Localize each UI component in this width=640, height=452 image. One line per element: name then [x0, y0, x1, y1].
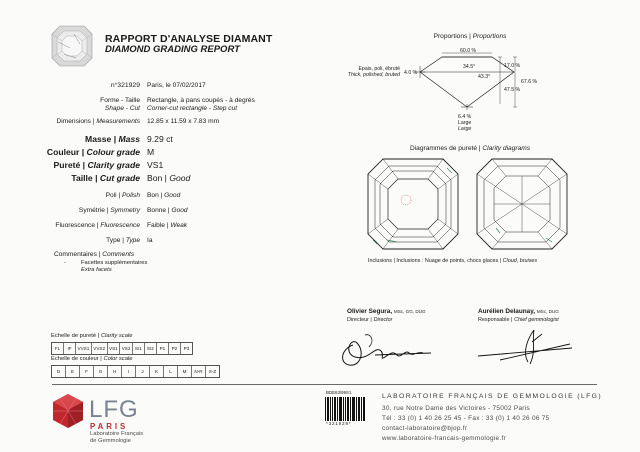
comments-bullet: - [64, 260, 66, 266]
clarity-diagram-pavilion [476, 158, 568, 250]
barcode-id: BDE63/99S1 [326, 390, 352, 395]
report-place-date: Paris, le 07/02/2017 [147, 82, 206, 89]
signature-2 [470, 324, 580, 368]
color-grade-d: D [52, 366, 66, 377]
color-grade-h: H [108, 366, 122, 377]
lfg-logo-subtitle: Laboratoire Français de Gemmologie [90, 431, 144, 444]
fluorescence-value: Faible | Weak [147, 222, 188, 229]
lfg-logo-city: PARIS [90, 422, 129, 431]
clarity-label: Pureté | Clarity grade [53, 160, 140, 170]
proportions-title: Proportions | Proportions [433, 33, 507, 40]
report-number: n°321929 [110, 82, 140, 89]
color-grade-s-z: S-Z [208, 369, 217, 374]
dimensions-label: Dimensions | Measurements [56, 118, 140, 125]
lab-website[interactable]: www.laboratoire-francais-gemmologie.fr [382, 435, 506, 442]
comments-label: Commentaires | Comments [54, 251, 135, 258]
lab-email[interactable]: contact-laboratoire@bjop.fr [382, 425, 468, 432]
signatory-2: Aurélien Delaunay, MSc, DUG Responsable | Chief gemmologist [478, 308, 559, 323]
colour-value: M [147, 147, 155, 157]
clarity-grade-if: IF [64, 343, 76, 354]
lfg-logo-icon [51, 393, 85, 429]
clarity-grade-vs2: VS2 [120, 343, 133, 354]
crown-height: 17.0 % [504, 63, 521, 69]
clarity-value: VS1 [147, 160, 164, 170]
clarity-scale-title: Echelle de pureté | Clarity scale [51, 333, 133, 339]
lfg-logo-text: LFG [89, 396, 139, 423]
fluorescence-label: Fluorescence | Fluorescence [55, 222, 140, 229]
lab-address: 30, rue Notre Dame des Victoires - 75002 Paris [382, 405, 530, 412]
color-scale-title: Echelle de couleur | Color scale [51, 356, 133, 362]
clarity-caption: Inclusions | Inclusions : Nuage de points, chocs glaces | Cloud, bruises [368, 258, 538, 264]
color-grade-j: J [136, 366, 150, 377]
signatory-1: Olivier Segura, MSc, GG, DUG Directeur | Director [347, 308, 426, 323]
type-label: Type | Type [106, 237, 140, 244]
pavilion-angle: 43.3° [478, 74, 491, 80]
clarity-diagrams-title: Diagrammes de pureté | Clarity diagrams [409, 145, 531, 152]
lab-name: LABORATOIRE FRANÇAIS DE GEMMOLOGIE (LFG) [382, 393, 603, 400]
symmetry-label: Symétrie | Symmetry [78, 207, 140, 214]
clarity-grade-si2: SI2 [145, 343, 157, 354]
color-grade-l: L [164, 366, 178, 377]
colour-label: Couleur | Colour grade [46, 147, 140, 157]
proportions-diagram [340, 42, 555, 137]
report-title-fr: RAPPORT D'ANALYSE DIAMANT [105, 33, 273, 45]
clarity-grade-p3: P3 [183, 346, 190, 351]
culet-description: 6.4 % Large Large [458, 114, 472, 133]
clarity-grade-p2: P2 [169, 343, 181, 354]
footer-divider [52, 384, 597, 385]
girdle-description: Epais, poli, ébruté Thick, polished, bruted [347, 66, 400, 78]
clarity-diagram-crown [367, 158, 459, 250]
barcode-number: *321929* [326, 421, 352, 426]
total-depth: 67.6 % [521, 79, 538, 85]
symmetry-value: Bonne | Good [147, 207, 188, 214]
signature-1 [335, 325, 435, 373]
type-value: Ia [147, 237, 153, 244]
barcode [325, 397, 365, 421]
dimensions-value: 12.85 x 11.59 x 7.83 mm [147, 118, 220, 125]
clarity-grade-si1: SI1 [133, 343, 145, 354]
mass-value: 9.29 ct [147, 134, 173, 144]
color-grade-k: K [150, 366, 164, 377]
polish-value: Bon | Good [147, 192, 181, 199]
mass-label: Masse | Mass [85, 134, 140, 144]
girdle-percent: 4.0 % [404, 70, 418, 76]
pavilion-depth: 47.5 % [504, 87, 521, 93]
shape-label: Forme - Taille Shape - Cut [100, 97, 140, 112]
crown-angle: 34.5° [463, 64, 476, 70]
table-percent: 60.0 % [460, 48, 477, 54]
lab-phone: Tél : 33 (0) 1 40 26 25 45 - Fax : 33 (0) 1 40 26 06 75 [382, 415, 550, 422]
cut-label: Taille | Cut grade [71, 173, 140, 183]
diamond-photo [50, 24, 94, 68]
color-grade-n-r: N-R [192, 366, 206, 377]
cut-value: Bon | Good [147, 173, 191, 183]
color-grade-f: F [80, 366, 94, 377]
clarity-grade-p1: P1 [157, 343, 169, 354]
color-scale [51, 365, 220, 378]
color-grade-m: M [178, 366, 192, 377]
polish-label: Poli | Polish [105, 192, 140, 199]
color-grade-e: E [66, 366, 80, 377]
clarity-grade-fl: FL [52, 343, 64, 354]
clarity-scale [51, 342, 193, 355]
comments-item: Facettes supplémentaires Extra facets [81, 260, 148, 273]
color-grade-g: G [94, 366, 108, 377]
color-grade-i: I [122, 366, 136, 377]
clarity-grade-vvs2: VVS2 [92, 343, 108, 354]
report-title-en: DIAMOND GRADING REPORT [105, 44, 240, 55]
shape-value: Rectangle, à pans coupés - à degrés Corner-cut rectangle - Step cut [147, 97, 255, 112]
clarity-grade-vs1: VS1 [108, 343, 121, 354]
clarity-grade-vvs1: VVS1 [76, 343, 92, 354]
